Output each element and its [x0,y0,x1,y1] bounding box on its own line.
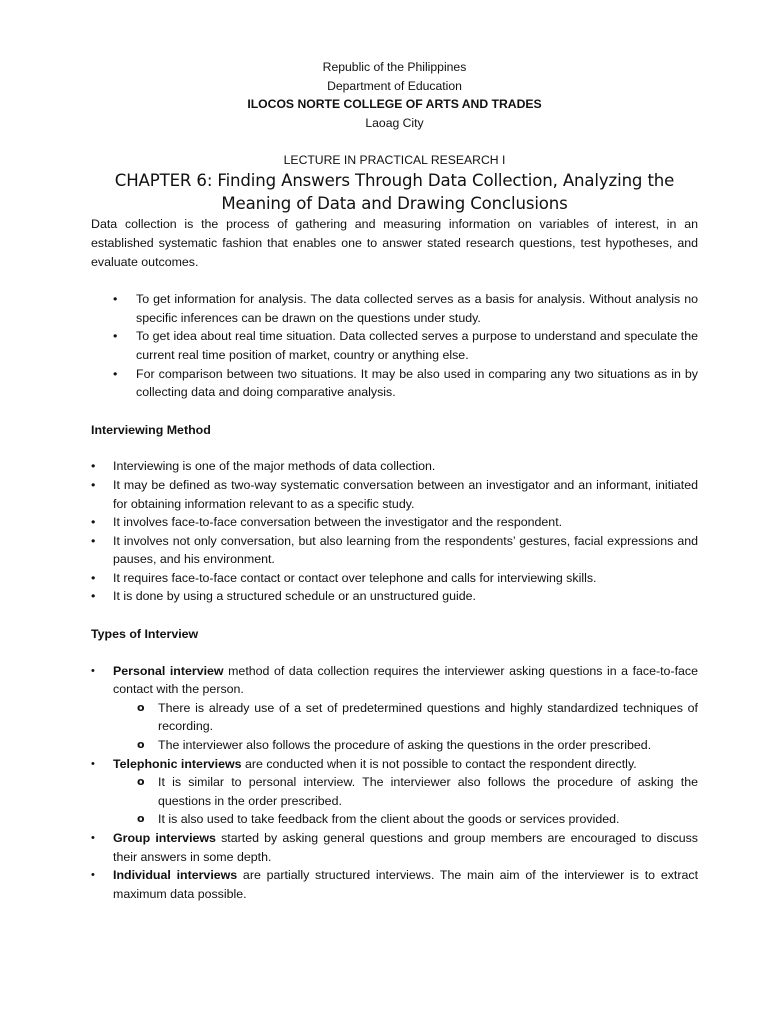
sub-list-item-text: It is also used to take feedback from the client about the goods or services provided. [158,812,620,827]
bullet-icon: • [113,329,118,344]
list-item-telephonic-interviews [91,755,698,829]
term-personal-interview: Personal interview [113,663,224,678]
list-item-text: For comparison between two situations. It may be also used in comparing any two situations as in by collecting data and doing comparative analysis. [136,366,698,400]
bullet-icon: • [91,459,96,474]
circle-bullet-icon: o [137,812,145,826]
sub-list-item-text: The interviewer also follows the procedure of asking the questions in the order prescribed. [158,738,652,753]
list-item-personal-interview [91,662,698,755]
bullet-icon: • [91,664,95,677]
list-item [91,290,698,327]
bullet-icon: • [91,515,96,530]
bullet-icon: • [91,570,96,585]
interviewing-list [91,457,698,606]
list-item [91,532,698,569]
sub-list-item [113,773,698,810]
intro-paragraph: Data collection is the process of gathering and measuring information on variables of interest, in an established systematic fashion that enables one to answer stated research questions, test hypotheses, and evaluate outcomes. [91,217,698,269]
types-list [91,662,698,904]
term-group-interviews: Group interviews [113,831,216,845]
circle-bullet-icon: o [137,775,145,789]
list-item-text: are partially structured interviews. The main aim of the interviewer is to extract maximum data possible. [113,868,699,901]
bullet-icon: • [91,533,96,548]
circle-bullet-icon: o [137,700,145,714]
sub-list-item [113,699,698,736]
list-item-text: To get information for analysis. The data collected serves as a basis for analysis. Without analysis no specific inferences can be drawn on the questions under study. [136,292,698,325]
list-item-text: It involves not only conversation, but also learning from the respondents’ gestures, facial expressions and pauses, and his environment. [113,533,698,567]
types-heading: Types of Interview [91,627,199,642]
sub-list-item [113,810,698,829]
list-item-text: started by asking general questions and group members are encouraged to discuss their answers in some depth. [113,831,698,864]
header-college: ILOCOS NORTE COLLEGE OF ARTS AND TRADES [247,97,542,112]
list-item-text: It involves face-to-face conversation between the investigator and the respondent. [113,515,563,530]
list-item-text: It may be defined as two-way systematic conversation between an investigator and an informant, initiated for obtaining information relevant to as a specific study. [113,477,698,511]
list-item [91,327,698,364]
list-item [91,587,698,606]
document-header [91,58,698,132]
header-republic: Republic of the Philippines [322,60,467,74]
bullet-icon: • [91,757,95,770]
list-item [91,513,698,532]
header-department: Department of Education [327,78,462,93]
list-item-group-interviews [91,829,698,866]
bullet-icon: • [91,477,96,492]
interviewing-heading: Interviewing Method [91,422,211,437]
list-item-text: It is done by using a structured schedule or an unstructured guide. [113,589,476,604]
term-telephonic-interviews: Telephonic interviews [113,756,242,771]
list-item [91,569,698,588]
sub-list [113,773,698,829]
bullet-icon: • [113,366,118,381]
list-item [91,365,698,402]
sub-list-item [113,736,698,755]
bullet-icon: • [91,869,95,882]
header-city: Laoag City [365,115,424,130]
bullet-icon: • [113,292,118,307]
bullet-icon: • [91,832,95,844]
sub-list-item-text: There is already use of a set of predetermined questions and highly standardized techniques of recording. [158,700,698,734]
bullet-icon: • [91,589,96,604]
sub-list-item-text: It is similar to personal interview. The interviewer also follows the procedure of asking the questions in the order prescribed. [158,775,698,808]
circle-bullet-icon: o [137,738,145,752]
list-item-text: It requires face-to-face contact or contact over telephone and calls for interviewing skills. [113,570,597,585]
lecture-title: LECTURE IN PRACTICAL RESEARCH I [283,153,506,168]
list-item [91,457,698,476]
list-item-text: method of data collection requires the interviewer asking questions in a face-to-face contact with the person. [113,663,698,697]
sub-list [113,699,698,755]
list-item [91,476,698,513]
list-item-text: Interviewing is one of the major methods of data collection. [113,459,436,474]
list-item-individual-interviews [91,866,698,903]
term-individual-interviews: Individual interviews [113,868,238,883]
chapter-title: CHAPTER 6: Finding Answers Through Data Collection, Analyzing the Meaning of Data and Drawing Conclusions [114,171,675,213]
list-item-text: To get idea about real time situation. Data collected serves a purpose to understand and speculate the current real time position of market, country or anything else. [136,329,698,362]
purpose-list [91,290,698,402]
list-item-text: are conducted when it is not possible to contact the respondent directly. [241,756,637,771]
